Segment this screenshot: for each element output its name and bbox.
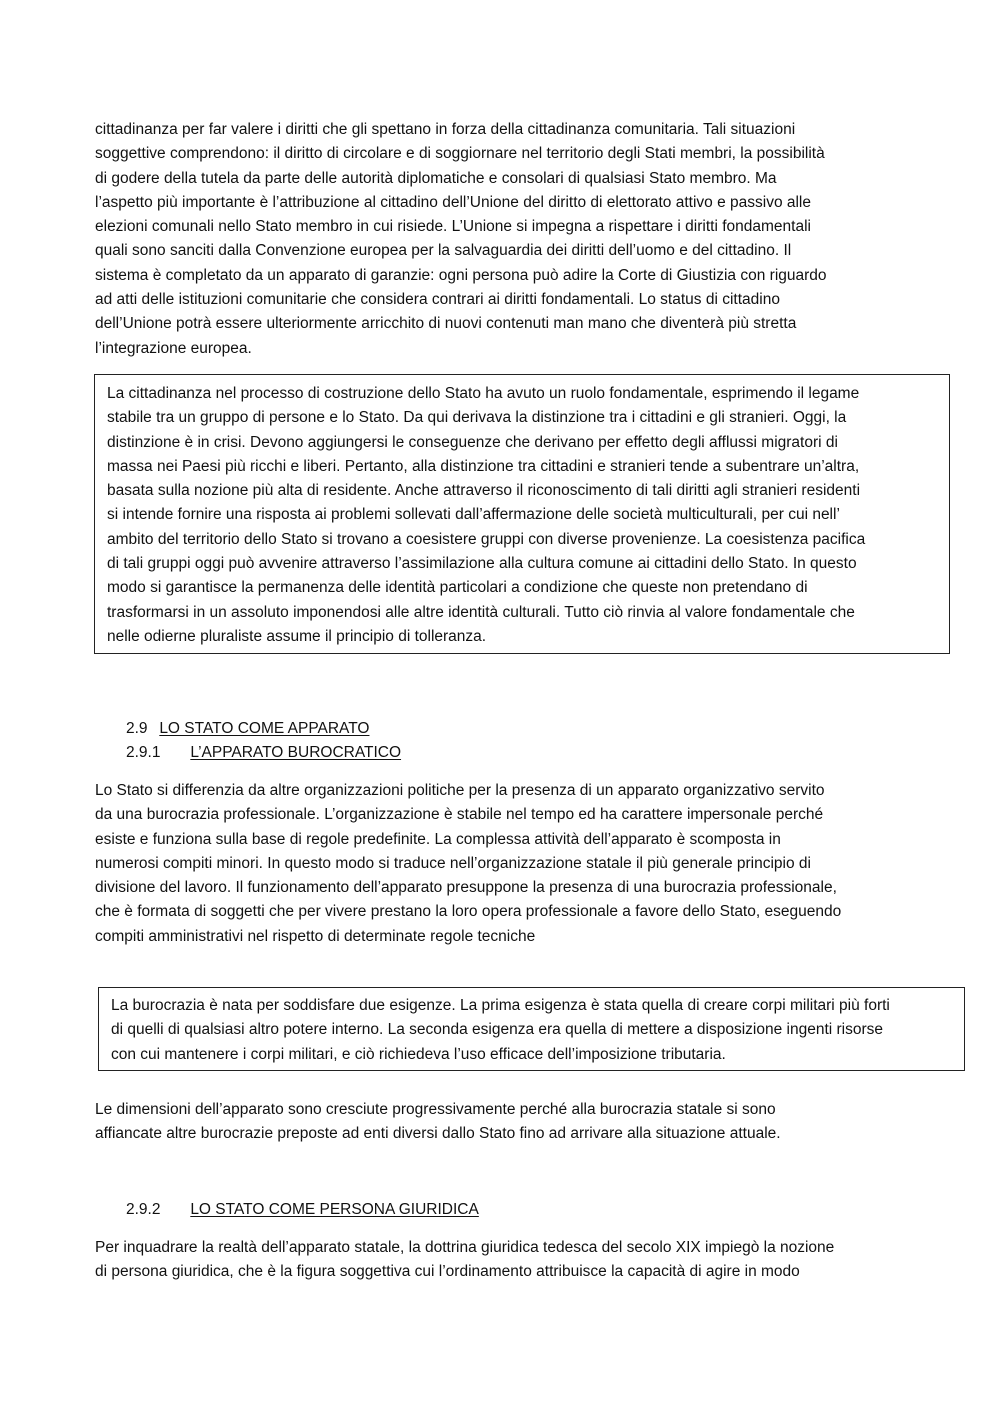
text-line: di godere della tutela da parte delle autorità diplomatiche e consolari di qualsiasi Stato membro. Ma [95, 169, 777, 187]
section-heading-2-9-1 [126, 741, 401, 765]
paragraph-bureaucracy [95, 779, 841, 949]
section-title: LO STATO COME APPARATO [159, 720, 370, 737]
text-line: La cittadinanza nel processo di costruzione dello Stato ha avuto un ruolo fondamentale, esprimendo il legame [107, 385, 860, 402]
section-title: LO STATO COME PERSONA GIURIDICA [190, 1201, 479, 1218]
section-number: 2.9 [126, 720, 148, 737]
text-line: massa nei Paesi più ricchi e liberi. Pertanto, alla distinzione tra cittadini e stranieri tende a subentrare un’altra, [107, 457, 860, 475]
text-line: si intende fornire una risposta ai problemi sollevati dall’affermazione delle società multiculturali, per cui nell’ [107, 506, 840, 524]
text-line: modo si garantisce la permanenza delle identità particolari a condizione che queste non pretendano di [107, 579, 808, 597]
boxed-note-text [107, 382, 865, 649]
boxed-note-citizenship [94, 374, 950, 654]
text-line: soggettive comprendono: il diritto di circolare e di soggiornare nel territorio degli Stati membri, la possibilità [95, 145, 825, 163]
text-line: l’integrazione europea. [95, 339, 252, 357]
text-line: l’aspetto più importante è l’attribuzione al cittadino dell’Unione del diritto di elettorato attivo e passivo alle [95, 193, 811, 211]
text-line: distinzione è in crisi. Devono aggiungersi le conseguenze che derivano per effetto degli afflussi migratori di [107, 433, 838, 451]
text-line: Per inquadrare la realtà dell’apparato statale, la dottrina giuridica tedesca del secolo XIX impiegò la nozione [95, 1239, 835, 1256]
paragraph-citizenship-eu [95, 118, 827, 361]
section-heading-2-9 [126, 717, 369, 741]
text-line: trasformarsi in un assoluto imponendosi alle altre identità culturali. Tutto ciò rinvia al valore fondamentale che [107, 603, 855, 621]
section-number: 2.9.1 [126, 744, 161, 761]
text-line: cittadinanza per far valere i diritti che gli spettano in forza della cittadinanza comunitaria. Tali situazioni [95, 121, 796, 138]
section-number: 2.9.2 [126, 1201, 161, 1218]
text-line: divisione del lavoro. Il funzionamento dell’apparato presuppone la presenza di una burocrazia professionale, [95, 879, 837, 897]
text-line: di persona giuridica, che è la figura soggettiva cui l’ordinamento attribuisce la capacità di agire in modo [95, 1263, 800, 1281]
text-line: di tali gruppi oggi può avvenire attraverso l’assimilazione alla cultura comune ai cittadini dello Stato. In questo [107, 555, 857, 573]
section-heading-2-9-2 [126, 1198, 479, 1222]
boxed-note-bureaucracy [98, 987, 965, 1071]
text-line: da una burocrazia professionale. L’organizzazione è stabile nel tempo ed ha carattere impersonale perché [95, 806, 824, 824]
paragraph-apparatus-growth [95, 1098, 781, 1147]
paragraph-legal-person [95, 1236, 834, 1285]
text-line: con cui mantenere i corpi militari, e ciò richiedeva l’uso efficace dell’imposizione tributaria. [111, 1045, 726, 1063]
text-line: di quelli di qualsiasi altro potere interno. La seconda esigenza era quella di mettere a disposizione ingenti risorse [111, 1021, 884, 1039]
text-line: numerosi compiti minori. In questo modo si traduce nell’organizzazione statale il più generale principio di [95, 854, 811, 872]
text-line: stabile tra un gruppo di persone e lo Stato. Da qui derivava la distinzione tra i cittadini e gli stranieri. Oggi, la [107, 409, 847, 427]
text-line: elezioni comunali nello Stato membro in cui risiede. L’Unione si impegna a rispettare i diritti fondamentali [95, 218, 811, 236]
text-line: compiti amministrativi nel rispetto di determinate regole tecniche [95, 927, 536, 945]
section-title: L’APPARATO BUROCRATICO [190, 744, 402, 761]
text-line: dell’Unione potrà essere ulteriormente arricchito di nuovi contenuti man mano che diventerà più stretta [95, 315, 797, 333]
text-line: esiste e funziona sulla base di regole predefinite. La complessa attività dell’apparato è scomposta in [95, 830, 781, 848]
text-line: quali sono sanciti dalla Convenzione europea per la salvaguardia dei diritti dell’uomo e del cittadino. Il [95, 242, 792, 260]
text-line: ad atti delle istituzioni comunitarie che considera contrari ai diritti fondamentali. Lo status di cittadino [95, 291, 780, 309]
text-line: sistema è completato da un apparato di garanzie: ogni persona può adire la Corte di Giustizia con riguardo [95, 266, 827, 284]
text-line: La burocrazia è nata per soddisfare due esigenze. La prima esigenza è stata quella di creare corpi militari più forti [111, 997, 890, 1014]
text-line: affiancate altre burocrazie preposte ad enti diversi dallo Stato fino ad arrivare alla situazione attuale. [95, 1125, 781, 1143]
text-line: Le dimensioni dell’apparato sono cresciute progressivamente perché alla burocrazia statale si sono [95, 1101, 776, 1118]
text-line: nelle odierne pluraliste assume il principio di tolleranza. [107, 627, 487, 645]
boxed-note-text [111, 994, 890, 1067]
text-line: ambito del territorio dello Stato si trovano a coesistere gruppi con diverse provenienze. La coesistenza pacifica [107, 530, 866, 548]
text-line: che è formata di soggetti che per vivere prestano la loro opera professionale a favore dello Stato, eseguendo [95, 903, 842, 921]
text-line: basata sulla nozione più alta di residente. Anche attraverso il riconoscimento di tali diritti agli stranieri residenti [107, 482, 861, 500]
text-line: Lo Stato si differenzia da altre organizzazioni politiche per la presenza di un apparato organizzativo servito [95, 782, 825, 799]
